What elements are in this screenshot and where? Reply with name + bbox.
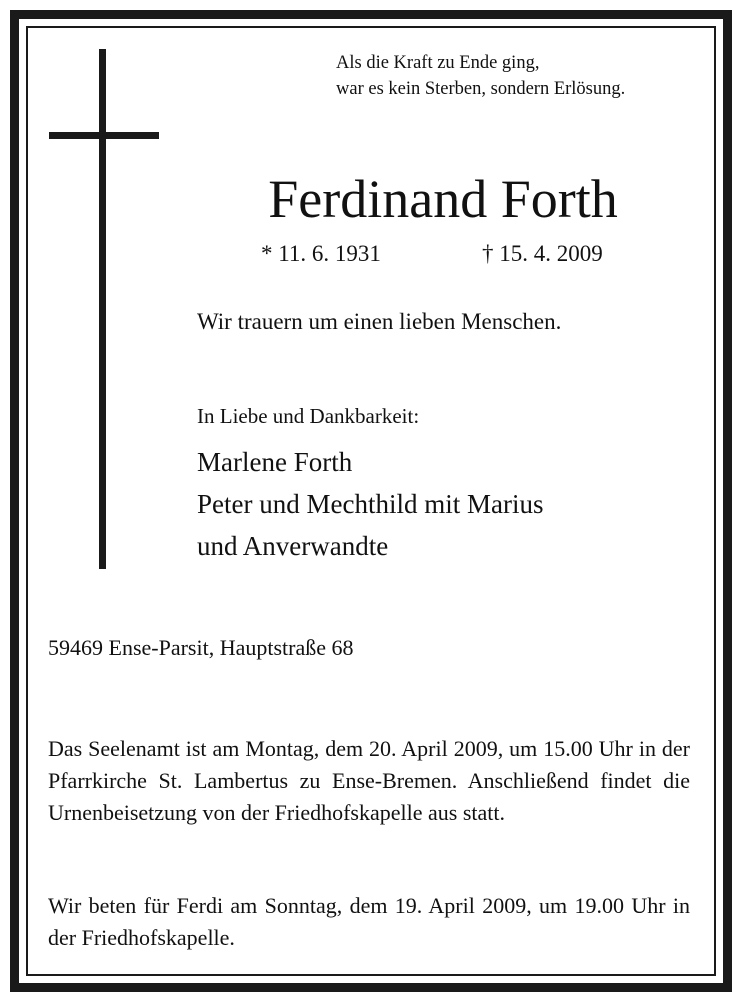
mourner-name: Peter und Mechthild mit Marius	[197, 489, 544, 519]
motto-line-1: Als die Kraft zu Ende ging,	[336, 53, 540, 73]
cross-icon-vertical-bar	[99, 49, 106, 569]
condolence-text: Wir trauern um einen lieben Menschen.	[197, 309, 562, 334]
mourners-intro: In Liebe und Dankbarkeit:	[197, 404, 420, 428]
family-address: 59469 Ense-Parsit, Hauptstraße 68	[48, 635, 354, 660]
deceased-name: Ferdinand Forth	[268, 169, 618, 229]
birth-date: * 11. 6. 1931	[261, 241, 381, 266]
mourner-name: und Anverwandte	[197, 531, 389, 561]
motto-line-2: war es kein Sterben, sondern Erlösung.	[336, 79, 626, 99]
mourners-list	[197, 441, 543, 567]
motto-verse	[336, 50, 625, 102]
cross-icon-horizontal-bar	[49, 132, 159, 139]
mourner-name: Marlene Forth	[197, 447, 353, 477]
prayer-notice: Wir beten für Ferdi am Sonntag, dem 19. April 2009, um 19.00 Uhr in der Friedhofskapelle.	[48, 893, 690, 950]
funeral-service-notice: Das Seelenamt ist am Montag, dem 20. April 2009, um 15.00 Uhr in der Pfarrkirche St. Lambertus zu Ense-Bremen. Anschließend findet die Urnenbeisetzung von der Friedhofskapelle aus statt.	[48, 736, 690, 825]
death-date: † 15. 4. 2009	[482, 241, 603, 266]
